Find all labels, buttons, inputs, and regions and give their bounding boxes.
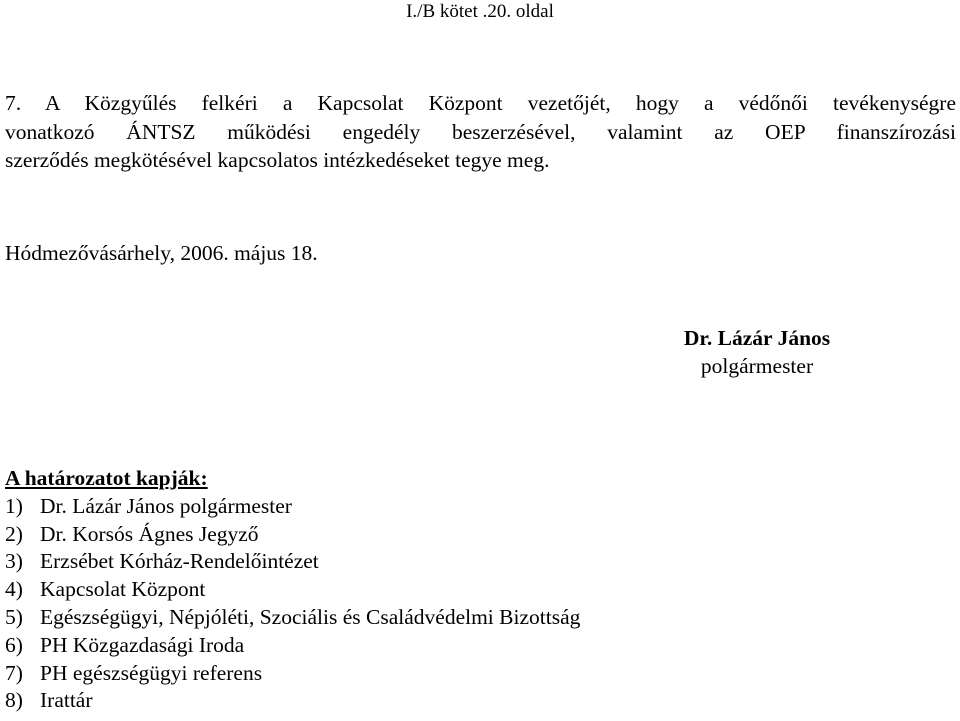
recipients-heading: A határozatot kapják: <box>5 466 208 490</box>
list-item <box>5 687 580 715</box>
signer-name: Dr. Lázár János <box>683 326 831 350</box>
list-item-text: Egészségügyi, Népjóléti, Szociális és Családvédelmi Bizottság <box>40 604 581 629</box>
resolution-line: vonatkozó ÁNTSZ működési engedély beszerzésével, valamint az OEP finanszírozási <box>5 119 956 144</box>
list-item <box>5 548 580 576</box>
list-item-text: Kapcsolat Központ <box>40 577 206 602</box>
resolution-paragraph <box>5 89 956 175</box>
list-item-text: Erzsébet Kórház-Rendelőintézet <box>40 549 319 574</box>
signer-title: polgármester <box>700 354 814 378</box>
list-item <box>5 493 580 521</box>
list-item-number: 8) <box>5 688 23 713</box>
signature-block <box>672 324 842 380</box>
list-item-number: 1) <box>5 493 23 518</box>
list-item-number: 2) <box>5 521 23 546</box>
place-date: Hódmezővásárhely, 2006. május 18. <box>5 241 318 265</box>
list-item <box>5 604 580 632</box>
list-item-number: 5) <box>5 604 23 629</box>
list-item <box>5 576 580 604</box>
resolution-line: szerződés megkötésével kapcsolatos intézkedéseket tegye meg. <box>5 148 550 172</box>
list-item-number: 4) <box>5 577 23 602</box>
list-item-text: Irattár <box>40 688 93 713</box>
resolution-line: 7. A Közgyűlés felkéri a Kapcsolat Központ vezetőjét, hogy a védőnői tevékenységre <box>5 91 956 115</box>
list-item-text: PH egészségügyi referens <box>40 660 263 685</box>
recipients-list <box>5 465 580 715</box>
list-item-number: 7) <box>5 660 23 685</box>
list-item-text: Dr. Korsós Ágnes Jegyző <box>40 521 259 546</box>
list-item-text: Dr. Lázár János polgármester <box>40 493 292 518</box>
list-item <box>5 521 580 549</box>
page-header: I./B kötet .20. oldal <box>406 1 554 22</box>
list-item-number: 3) <box>5 549 23 574</box>
list-item-text: PH Közgazdasági Iroda <box>40 632 245 657</box>
list-item <box>5 660 580 688</box>
list-item <box>5 632 580 660</box>
list-item-number: 6) <box>5 632 23 657</box>
